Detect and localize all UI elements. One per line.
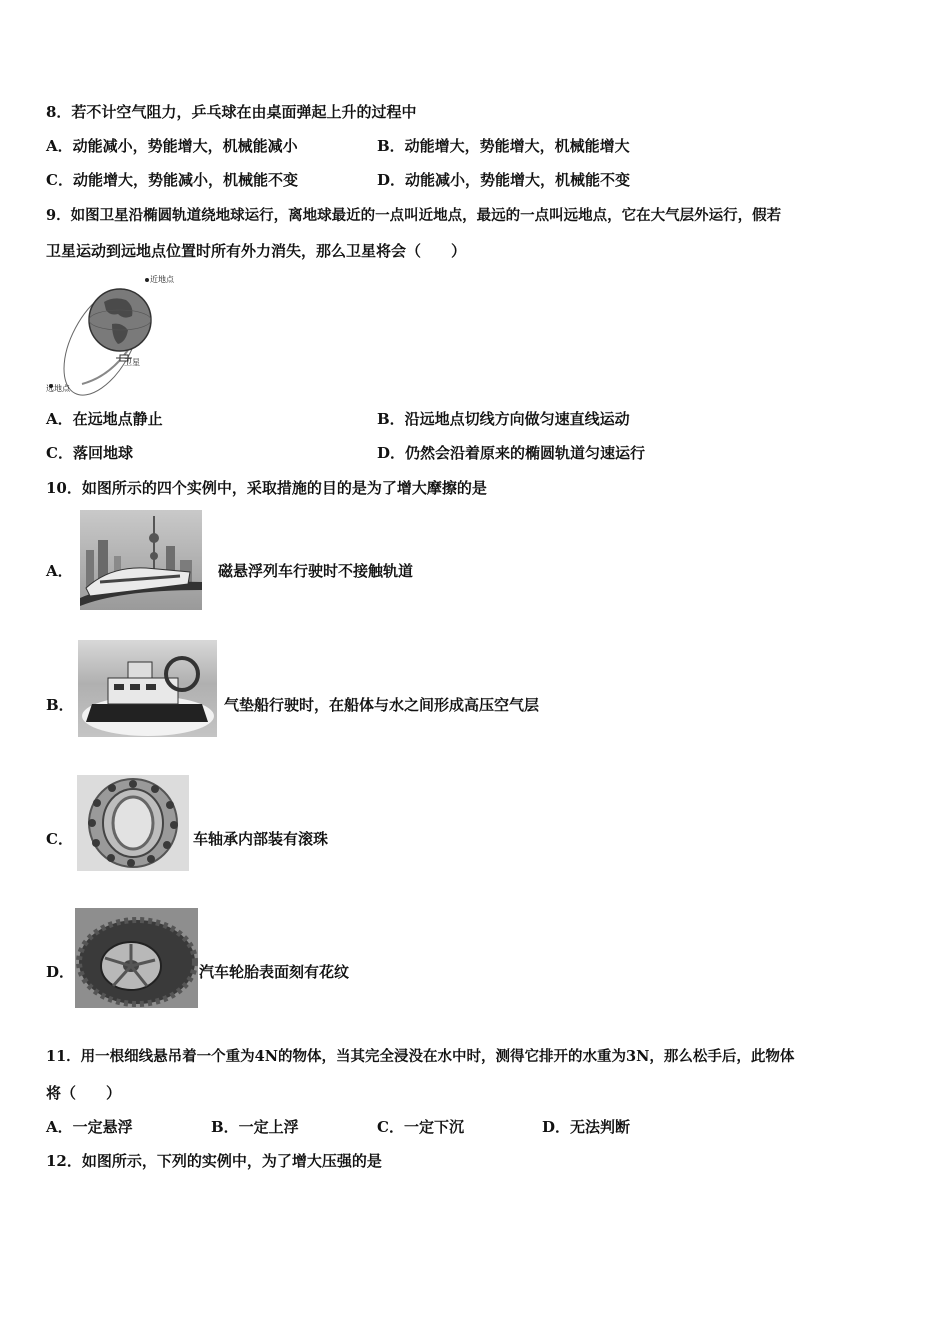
- q9-option-a: A．在远地点静止: [46, 410, 163, 428]
- q9-option-b: B．沿远地点切线方向做匀速直线运动: [377, 410, 630, 428]
- q8-option-a: A．动能减小，势能增大，机械能减小: [46, 137, 298, 155]
- q10-option-d-text: 汽车轮胎表面刻有花纹: [199, 963, 350, 981]
- q10-option-c-letter: C．: [46, 830, 73, 848]
- q10-option-c-text: 车轴承内部装有滚珠: [193, 830, 329, 848]
- q11-option-a: A．一定悬浮: [46, 1118, 133, 1136]
- perigee-label: 近地点: [150, 275, 174, 284]
- q9-stem-line1: 9．如图卫星沿椭圆轨道绕地球运行，离地球最近的一点叫近地点，最远的一点叫远地点，它在大气层外运行，假若: [46, 207, 782, 224]
- q9-stem-line2: 卫星运动到远地点位置时所有外力消失，那么卫星将会（ ）: [46, 242, 467, 260]
- q10-option-a-text: 磁悬浮列车行驶时不接触轨道: [218, 562, 414, 580]
- ball-bearing-photo: [77, 775, 189, 871]
- q11-option-b: B．一定上浮: [211, 1118, 299, 1136]
- q11-option-d: D．无法判断: [542, 1118, 631, 1136]
- q8-option-b: B．动能增大，势能增大，机械能增大: [377, 137, 630, 155]
- q11-stem-line1: 11．用一根细线悬吊着一个重为4N的物体，当其完全浸没在水中时，测得它排开的水重为3N，那么松手后，此物体: [46, 1048, 795, 1065]
- q10-stem: 10．如图所示的四个实例中，采取措施的目的是为了增大摩擦的是: [46, 479, 487, 497]
- q10-option-d-letter: D．: [46, 963, 75, 981]
- q11-stem-line2: 将（ ）: [46, 1084, 122, 1102]
- q12-stem: 12．如图所示，下列的实例中，为了增大压强的是: [46, 1152, 382, 1170]
- q9-option-d: D．仍然会沿着原来的椭圆轨道匀速运行: [377, 444, 646, 462]
- q11-option-c: C．一定下沉: [377, 1118, 464, 1136]
- q10-option-b-letter: B．: [46, 696, 74, 714]
- car-tire-photo: [75, 908, 198, 1008]
- hovercraft-photo: [78, 640, 217, 737]
- q8-option-c: C．动能增大，势能减小，机械能不变: [46, 171, 298, 189]
- q8-option-d: D．动能减小，势能增大，机械能不变: [377, 171, 631, 189]
- q9-option-c: C．落回地球: [46, 444, 133, 462]
- q8-stem: 8．若不计空气阻力，乒乓球在由桌面弹起上升的过程中: [46, 103, 417, 121]
- satellite-label: 卫星: [124, 358, 140, 367]
- q10-option-a-letter: A．: [46, 562, 73, 580]
- q10-option-b-text: 气垫船行驶时，在船体与水之间形成高压空气层: [224, 696, 540, 714]
- maglev-train-photo: [80, 510, 202, 610]
- apogee-label: 远地点: [46, 384, 70, 393]
- satellite-orbit-figure: [44, 272, 184, 396]
